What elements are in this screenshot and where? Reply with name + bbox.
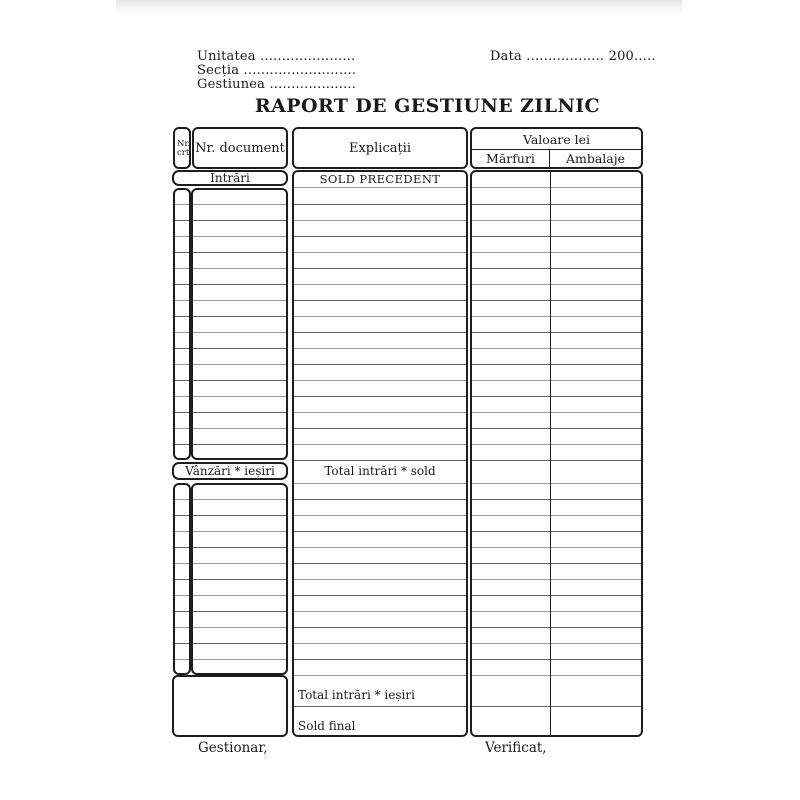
- field-data: Data .................. 200.....: [490, 49, 656, 64]
- nr-crt-line2: crt.: [177, 148, 192, 158]
- valoare-subheader-row: [472, 149, 641, 167]
- col-header-explicatii: Explicații: [292, 127, 468, 169]
- form-title: RAPORT DE GESTIUNE ZILNIC: [254, 95, 601, 117]
- field-sectia: Secția ..........................: [197, 63, 357, 78]
- signature-verificat: Verificat,: [485, 740, 547, 756]
- col-header-valoare: [470, 127, 643, 169]
- nr-crt-column-box-intrari: [173, 188, 191, 460]
- section-banner-intrari: Intrări: [172, 170, 288, 186]
- col-header-nr-document: Nr. document: [192, 127, 288, 169]
- section-banner-vanzari: Vânzări * ieșiri: [172, 462, 288, 480]
- sold-final-label: Sold final: [298, 719, 356, 733]
- nr-document-column-box-intrari: [191, 188, 288, 460]
- sold-precedent-label: SOLD PRECEDENT: [319, 172, 441, 186]
- nr-crt-column-box-vanzari: [173, 483, 191, 675]
- signature-gestionar: Gestionar,: [198, 740, 268, 756]
- total-intrari-sold-label: Total intrări * sold: [324, 464, 436, 478]
- valoare-column-box: [470, 170, 643, 737]
- explicatii-column-box: [292, 170, 468, 737]
- total-intrari-iesiri-label: Total intrări * ieșiri: [298, 688, 415, 702]
- form-table: [172, 127, 643, 737]
- field-gestiunea: Gestiunea ....................: [197, 77, 357, 92]
- col-header-nr-crt: [173, 127, 191, 169]
- marfuri-ambalaje-divider: [550, 172, 551, 735]
- col-header-ambalaje: Ambalaje: [565, 151, 626, 166]
- col-header-valoare-lei: Valoare lei: [522, 131, 591, 147]
- nr-document-column-box-vanzari: [191, 483, 288, 675]
- bottom-empty-box: [172, 675, 288, 737]
- nr-crt-line1: Nr.: [177, 139, 191, 149]
- field-unitatea: Unitatea ......................: [197, 49, 356, 64]
- col-header-marfuri: Mărfuri: [472, 150, 550, 167]
